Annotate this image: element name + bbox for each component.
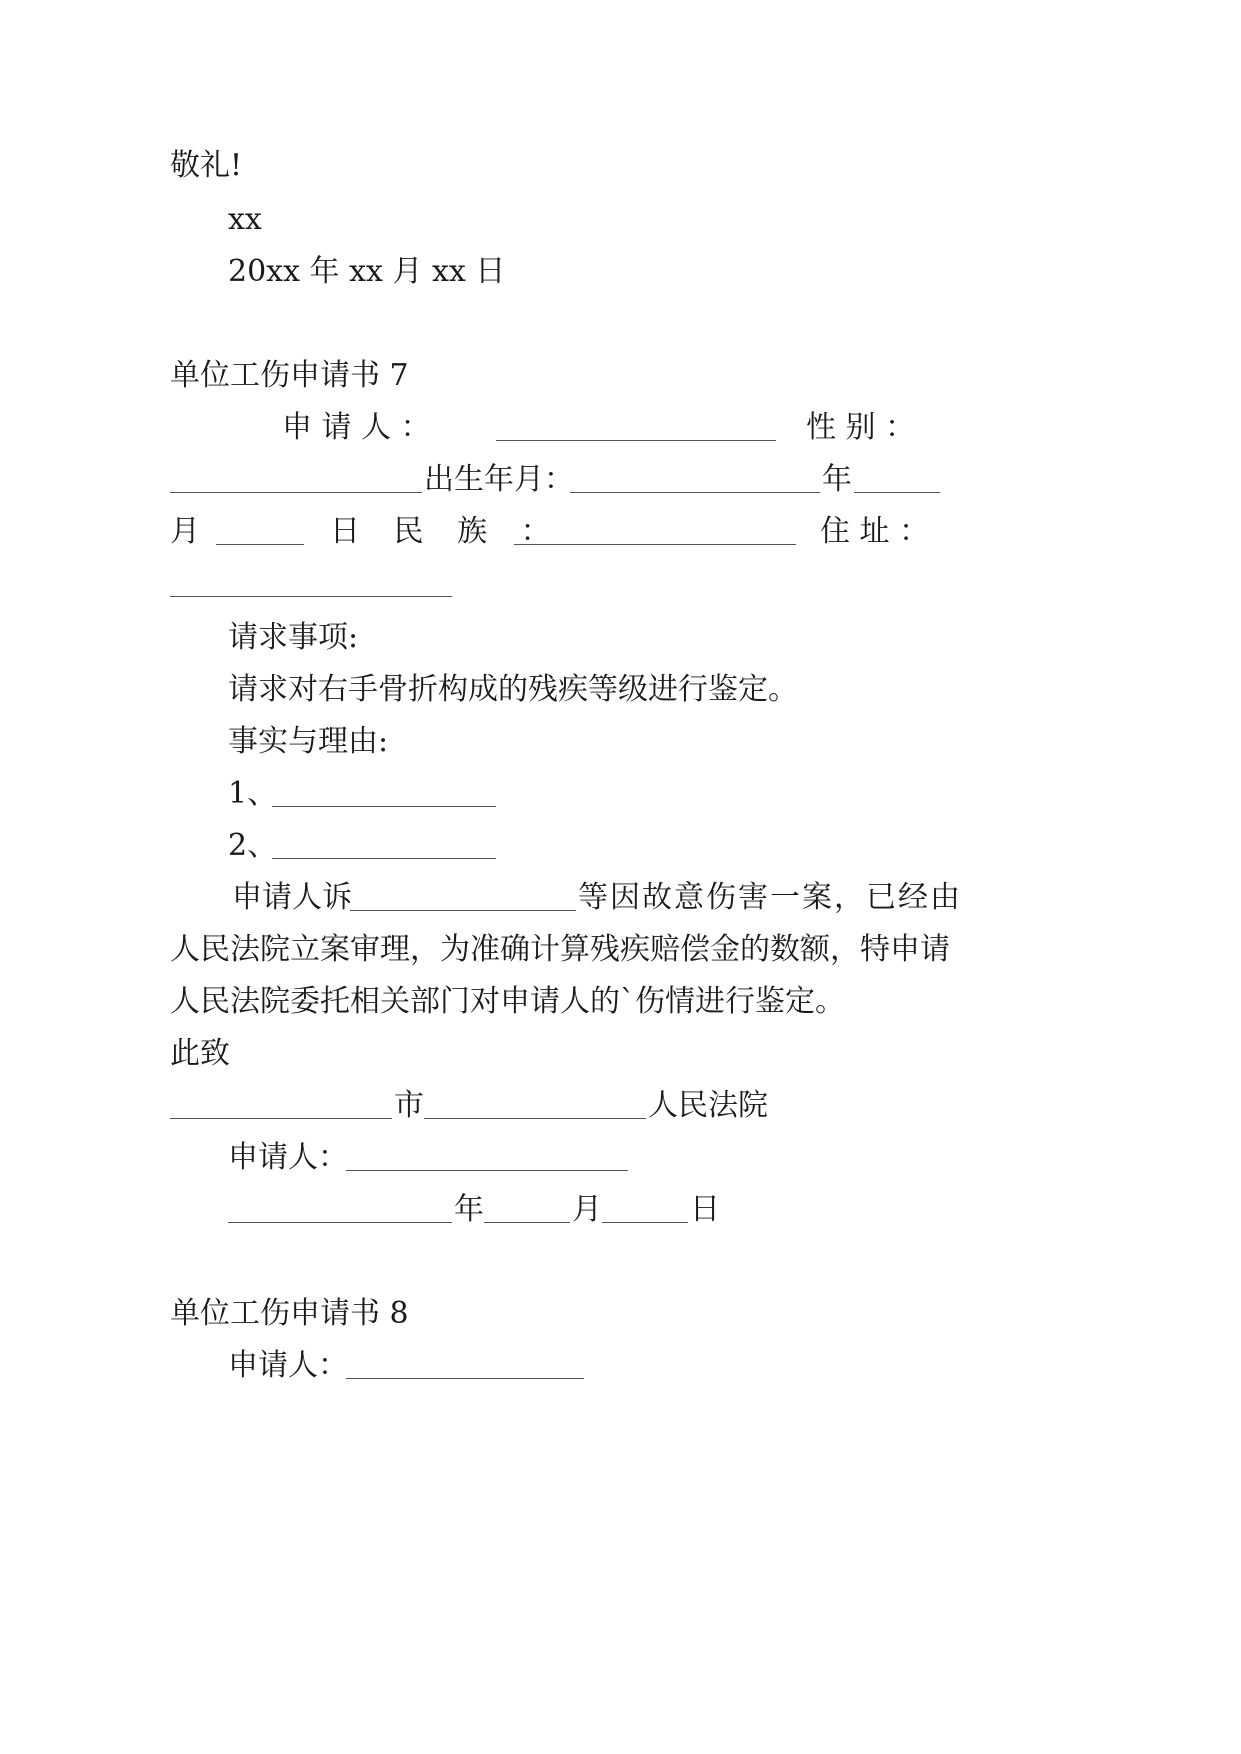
gender-blank bbox=[170, 466, 422, 493]
date-month-blank bbox=[484, 1196, 570, 1223]
request-heading: 请求事项: bbox=[228, 620, 359, 655]
section7-title: 单位工伤申请书 7 bbox=[170, 358, 409, 393]
request-text: 请求对右手骨折构成的残疾等级进行鉴定。 bbox=[228, 672, 798, 707]
address-label: 住 址 ： bbox=[820, 514, 930, 549]
address-blank bbox=[170, 570, 452, 597]
body-line-3: 人民法院委托相关部门对申请人的`伤情进行鉴定。 bbox=[170, 984, 845, 1019]
month-char: 月 bbox=[170, 514, 200, 549]
court-label: 人民法院 bbox=[648, 1088, 768, 1123]
date-day-char: 日 bbox=[690, 1192, 720, 1227]
date-day-blank bbox=[602, 1196, 688, 1223]
nation-blank bbox=[514, 518, 796, 545]
gender-label: 性 别 ： bbox=[806, 410, 916, 445]
facts-heading: 事实与理由: bbox=[228, 724, 389, 759]
body-line-1a: 申请人诉 bbox=[232, 880, 352, 915]
fact-item-1-blank bbox=[272, 780, 496, 807]
city-blank bbox=[170, 1092, 392, 1119]
defendant-blank bbox=[350, 884, 576, 911]
court-blank bbox=[424, 1092, 646, 1119]
applicant-line bbox=[282, 408, 431, 448]
to-line: 此致 bbox=[170, 1036, 230, 1071]
year-char: 年 bbox=[822, 462, 852, 497]
closing: 敬礼! bbox=[170, 148, 243, 183]
applicant-label: 申 请 人 ： bbox=[282, 410, 431, 445]
birth-month-blank bbox=[854, 466, 940, 493]
date-year-blank bbox=[228, 1196, 452, 1223]
birth-label: 出生年月： bbox=[424, 462, 574, 497]
fact-item-2: 2、 bbox=[228, 828, 278, 863]
fact-item-2-blank bbox=[272, 832, 496, 859]
day-nation-label: 日 民 族 ： bbox=[330, 514, 563, 549]
section8-applicant-blank bbox=[346, 1352, 584, 1379]
body-line-2: 人民法院立案审理，为准确计算残疾赔偿金的数额，特申请 bbox=[170, 932, 950, 967]
section8-title: 单位工伤申请书 8 bbox=[170, 1296, 409, 1331]
section8-applicant-label: 申请人： bbox=[228, 1348, 348, 1383]
sign-blank bbox=[346, 1144, 628, 1171]
applicant-blank bbox=[496, 414, 776, 441]
body-line-1b: 等因故意伤害一案，已经由 bbox=[578, 880, 962, 915]
sign-label: 申请人： bbox=[228, 1140, 348, 1175]
date-year-char: 年 bbox=[454, 1192, 484, 1227]
date-month-char: 月 bbox=[572, 1192, 602, 1227]
signer: xx bbox=[228, 202, 262, 237]
birth-year-blank bbox=[570, 466, 820, 493]
birth-day-blank bbox=[216, 518, 304, 545]
fact-item-1: 1、 bbox=[228, 776, 278, 811]
date: 20xx 年 xx 月 xx 日 bbox=[228, 254, 506, 289]
city-char: 市 bbox=[394, 1088, 424, 1123]
